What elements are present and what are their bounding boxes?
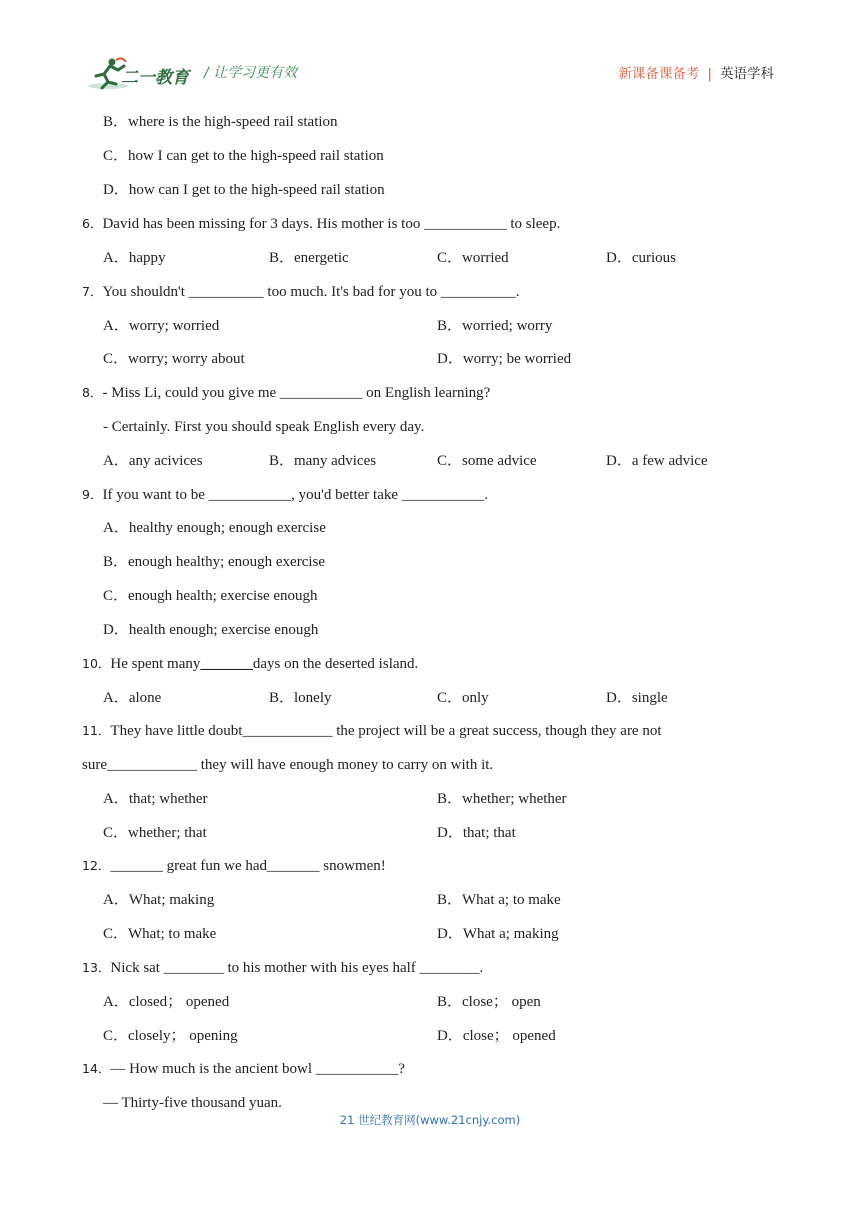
question-9 (82, 485, 488, 505)
question-8 (82, 383, 490, 403)
q6-option-a: A．happy (103, 250, 166, 266)
question-text: Nick sat ________ to his mother with his eyes half ________. (110, 960, 484, 976)
q10-option-b: B．lonely (269, 690, 332, 706)
course-label: 新课备课备考 (618, 66, 700, 82)
q5-option-c: C．how I can get to the high-speed rail station (103, 148, 384, 164)
subject-label: 英语学科 (720, 66, 774, 82)
q13-option-a: A．closed； opened (103, 994, 230, 1010)
q14-reply: — Thirty-five thousand yuan. (103, 1095, 282, 1111)
q13-option-b: B．close； open (437, 994, 541, 1010)
question-number: 11． (82, 723, 111, 738)
question-7 (82, 282, 520, 302)
question-number: 6． (82, 216, 103, 231)
q8-option-a: A．any acivices (103, 453, 203, 469)
question-text: He spent many (110, 656, 201, 672)
page-header (0, 0, 860, 100)
q10-option-c: C．only (437, 690, 489, 706)
question-6 (82, 214, 560, 234)
q6-option-d: D．curious (606, 250, 676, 266)
q9-option-a: A．healthy enough; enough exercise (103, 520, 326, 536)
question-14 (82, 1059, 405, 1079)
question-10 (82, 654, 418, 674)
brand-name: 二一教育 (121, 68, 189, 88)
question-number: 12． (82, 858, 111, 873)
question-11-continued: sure____________ they will have enough money to carry on with it. (82, 757, 494, 773)
q7-option-d: D．worry; be worried (437, 351, 572, 367)
q6-option-c: C．worried (437, 250, 509, 266)
q10-option-d: D．single (606, 690, 668, 706)
page-footer[interactable]: 21 世纪教育网(www.21cnjy.com) (339, 1113, 521, 1127)
question-number: 13． (82, 960, 111, 975)
question-text: — How much is the ancient bowl ___________? (110, 1061, 405, 1077)
q6-option-b: B．energetic (269, 250, 349, 266)
q8-option-c: C．some advice (437, 453, 537, 469)
q12-option-b: B．What a; to make (437, 892, 561, 908)
q9-option-b: B．enough healthy; enough exercise (103, 554, 326, 570)
question-text: - Miss Li, could you give me ___________ on English learning? (102, 385, 491, 401)
slogan: / 让学习更有效 (204, 65, 298, 81)
question-number: 9． (82, 487, 103, 502)
question-number: 7． (82, 284, 103, 299)
q8-reply: - Certainly. First you should speak English every day. (103, 419, 425, 435)
q12-option-d: D．What a; making (437, 926, 559, 942)
q11-option-c: C．whether; that (103, 825, 207, 841)
question-text: If you want to be ___________, you'd better take ___________. (102, 487, 489, 503)
question-blank: _______ (200, 656, 253, 672)
q8-option-d: D．a few advice (606, 453, 708, 469)
q7-option-a: A．worry; worried (103, 318, 220, 334)
question-13 (82, 958, 483, 978)
question-text: David has been missing for 3 days. His mother is too ___________ to sleep. (102, 216, 561, 232)
q11-option-a: A．that; whether (103, 791, 208, 807)
q13-option-c: C．closely； opening (103, 1028, 238, 1044)
q7-option-c: C．worry; worry about (103, 351, 245, 367)
q13-option-d: D．close； opened (437, 1028, 556, 1044)
question-number: 14． (82, 1061, 111, 1076)
q5-option-b: B．where is the high-speed rail station (103, 114, 338, 130)
q8-option-b: B．many advices (269, 453, 377, 469)
question-text-end: days on the deserted island. (252, 656, 419, 672)
question-number: 8． (82, 385, 103, 400)
q7-option-b: B．worried; worry (437, 318, 553, 334)
q9-option-d: D．health enough; exercise enough (103, 622, 319, 638)
q12-option-c: C．What; to make (103, 926, 217, 942)
q12-option-a: A．What; making (103, 892, 215, 908)
q5-option-d: D．how can I get to the high-speed rail station (103, 182, 385, 198)
question-12 (82, 856, 386, 876)
question-text: You shouldn't __________ too much. It's bad for you to __________. (102, 284, 520, 300)
question-11 (82, 721, 662, 741)
q10-option-a: A．alone (103, 690, 162, 706)
question-number: 10． (82, 656, 111, 671)
question-text: _______ great fun we had_______ snowmen! (110, 858, 386, 874)
header-separator: | (707, 66, 712, 82)
question-text: They have little doubt____________ the project will be a great success, though they are not (110, 723, 662, 739)
q11-option-d: D．that; that (437, 825, 516, 841)
q11-option-b: B．whether; whether (437, 791, 567, 807)
header-right (618, 62, 774, 82)
q9-option-c: C．enough health; exercise enough (103, 588, 318, 604)
